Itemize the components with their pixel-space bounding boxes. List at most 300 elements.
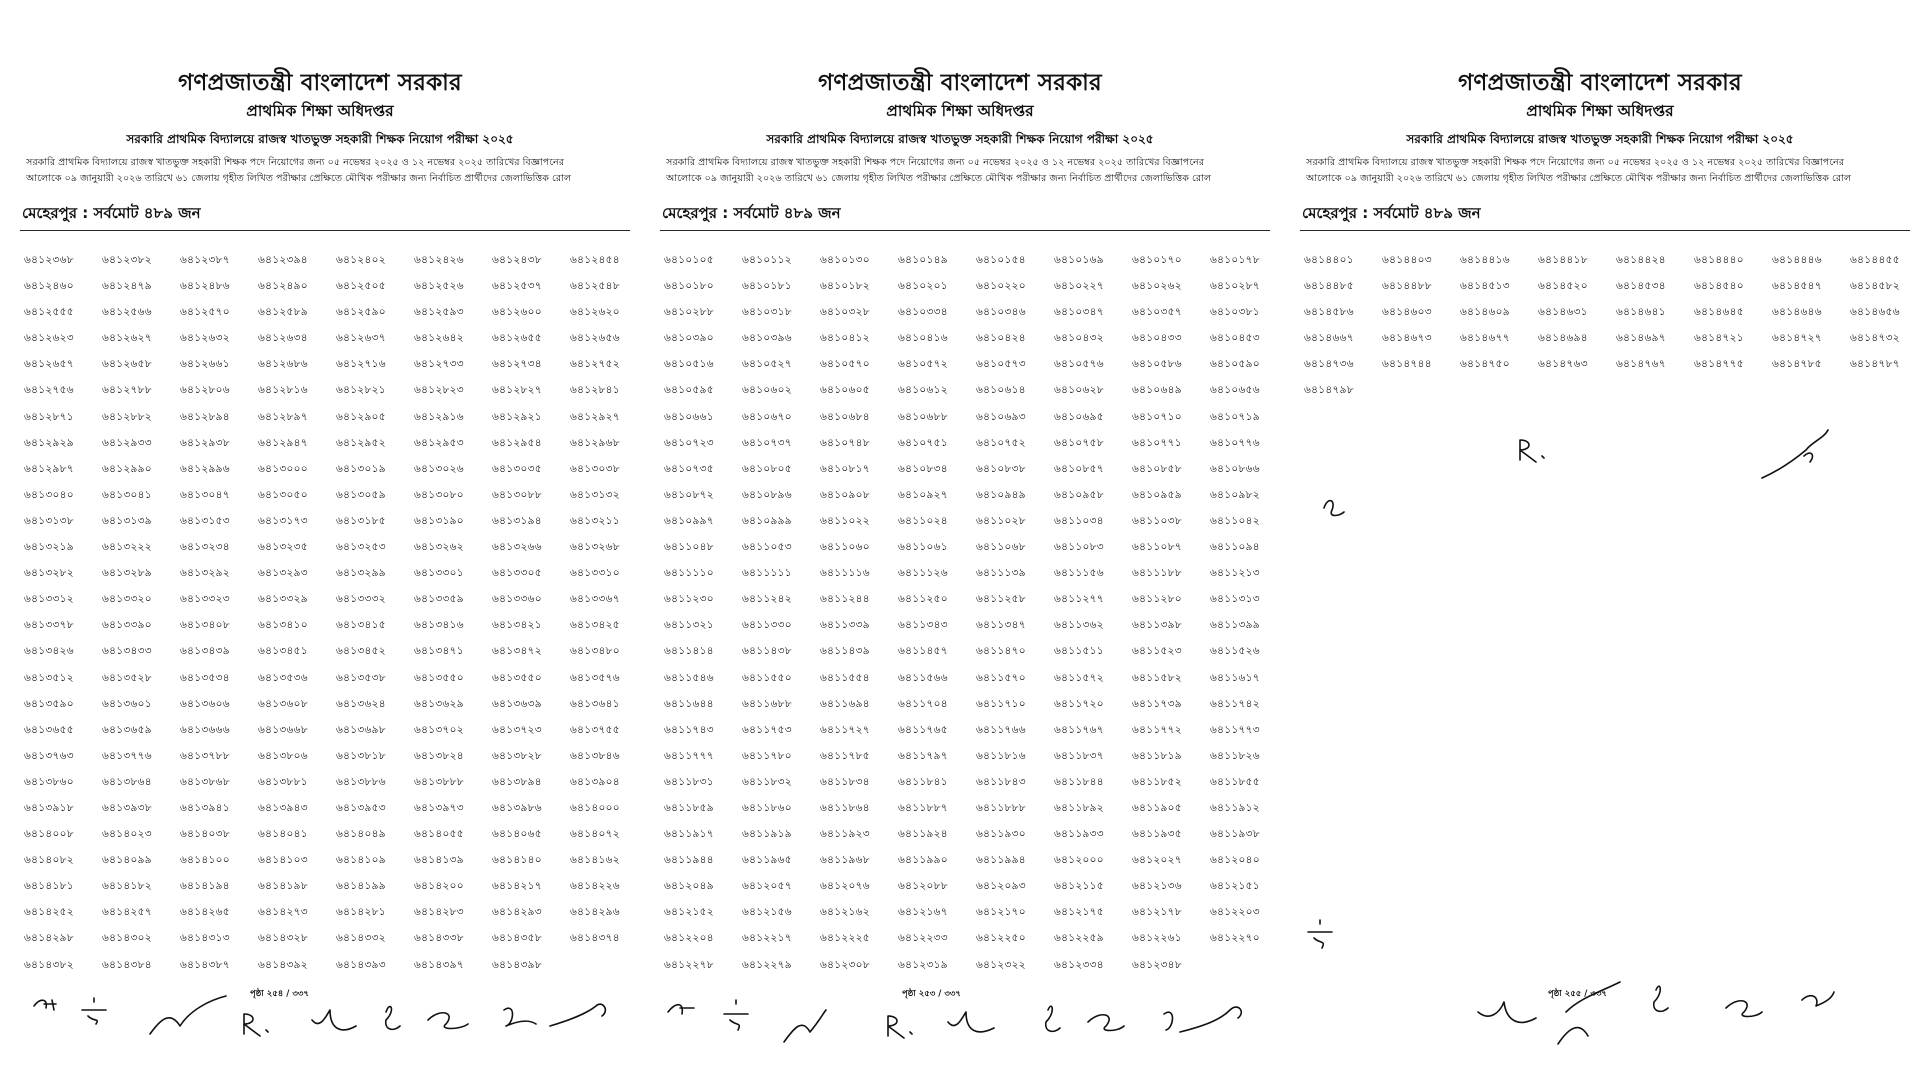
roll-number: ৬৪১১২৩০ — [664, 593, 714, 606]
roll-number: ৬৪১৪৩৮৪ — [102, 958, 152, 971]
roll-number: ৬৪১৩৩১০ — [570, 567, 620, 580]
roll-number: ৬৪১৪৩৯৭ — [414, 958, 464, 971]
roll-number: ৬৪১৩৮০৬ — [258, 749, 308, 762]
roll-number: ৬৪১৪১৩৯ — [414, 854, 464, 867]
roll-number: ৬৪১৩৩২৩ — [180, 593, 230, 606]
roll-number: ৬৪১১৪৩৮ — [742, 645, 792, 658]
roll-number: ৬৪১৪২৭৩ — [258, 906, 308, 919]
roll-number: ৬৪১৪৫৮৬ — [1304, 306, 1354, 319]
roll-number: ৬৪১৩১৩৯ — [102, 514, 152, 527]
roll-number: ৬৪১৪৪২৪ — [1616, 254, 1666, 266]
roll-number: ৬৪১২২০৪ — [664, 932, 714, 945]
roll-number: ৬৪১২৬২৩ — [24, 332, 74, 345]
signature-mark — [1520, 440, 1544, 462]
roll-number: ৬৪১০১৪৯ — [898, 254, 948, 266]
roll-number: ৬৪১১৫১১ — [1054, 645, 1104, 658]
roll-number: ৬৪১৪৪৪০ — [1694, 254, 1744, 266]
roll-number: ৬৪১১৮৬০ — [742, 801, 792, 814]
roll-number: ৬৪১৩৯০৪ — [570, 775, 620, 788]
roll-number: ৬৪১১৮৯২ — [1054, 801, 1104, 814]
roll-number: ৬৪১২৪৮৬ — [180, 280, 230, 293]
roll-number: ৬৪১০৬১৪ — [976, 384, 1026, 397]
roll-number: ৬৪১৪৭৬৩ — [1538, 358, 1588, 371]
roll-number: ৬৪১৩৪২৫ — [570, 619, 620, 632]
roll-number: ৬৪১১২৪৪ — [820, 593, 870, 606]
roll-number: ৬৪১১৮৫৫ — [1210, 775, 1260, 788]
roll-number: ৬৪১২৬৩২ — [180, 332, 230, 345]
roll-number: ৬৪১৪৪১৬ — [1460, 254, 1510, 266]
notice-line-2: আলোকে ০৯ জানুয়ারী ২০২৬ তারিখে ৬১ জেলায় গৃহীত লিখিত পরীক্ষার প্রেক্ষিতে মৌখিক পরীক্ষার জন্য নির্বাচিত প্রার্থীদের জেলাভিত্তিক রোল — [1306, 173, 1852, 184]
roll-number: ৬৪১২৮১৬ — [258, 384, 308, 397]
roll-number: ৬৪১৩১৯০ — [414, 514, 464, 527]
roll-number: ৬৪১০৩৯০ — [664, 332, 714, 345]
roll-number: ৬৪১২৬২৭ — [102, 332, 152, 345]
roll-number: ৬৪১০৯৯৯ — [742, 514, 792, 527]
roll-number: ৬৪১৪৭৩৬ — [1304, 358, 1354, 371]
roll-number: ৬৪১৩২২২ — [102, 541, 152, 554]
roll-number: ৬৪১০২২৭ — [1054, 280, 1104, 293]
roll-number: ৬৪১০৩২৮ — [820, 306, 870, 319]
signature-mark — [1726, 1001, 1762, 1017]
government-title: গণপ্রজাতন্ত্রী বাংলাদেশ সরকার — [818, 70, 1102, 96]
roll-number: ৬৪১৩৬৪১ — [570, 697, 620, 710]
roll-number: ৬৪১২০৯৩ — [976, 880, 1026, 893]
roll-number: ৬৪১৩৬৫৫ — [24, 723, 74, 736]
roll-number: ৬৪১১১১৬ — [820, 567, 870, 580]
signature-mark — [1046, 1006, 1060, 1031]
roll-number: ৬৪১২৯৪৭ — [258, 436, 308, 449]
roll-number: ৬৪১১৭৭৭ — [664, 749, 714, 762]
district-header: মেহেরপুর : সর্বমোট ৪৮৯ জন — [1302, 204, 1481, 222]
roll-number: ৬৪১১৭২৭ — [820, 723, 870, 736]
roll-number: ৬৪১৪৬৩১ — [1538, 306, 1588, 319]
roll-number: ৬৪১৪১৯৯ — [336, 880, 386, 893]
roll-number: ৬৪১৩৭৭৬ — [102, 749, 152, 762]
roll-number: ৬৪১৩৪৩৩ — [102, 645, 152, 658]
roll-number: ৬৪১২৪৫৪ — [570, 254, 620, 266]
roll-number: ৬৪১০৪৩৩ — [1132, 332, 1182, 345]
roll-number: ৬৪১৪৫৩৪ — [1616, 280, 1666, 293]
notice-text — [26, 155, 626, 187]
department-title: প্রাথমিক শিক্ষা অধিদপ্তর — [886, 102, 1034, 120]
roll-number: ৬৪১২৩৮২ — [102, 254, 152, 266]
roll-number: ৬৪১৪৫৪০ — [1694, 280, 1744, 293]
roll-number: ৬৪১০৫২৭ — [742, 358, 792, 371]
roll-number: ৬৪১৩৩০৫ — [492, 567, 542, 580]
roll-number: ৬৪১১০৮৭ — [1132, 541, 1182, 554]
signature-mark — [888, 1016, 912, 1038]
roll-number: ৬৪১৪১০৯ — [336, 854, 386, 867]
roll-number: ৬৪১২৯২৭ — [570, 410, 620, 423]
roll-number: ৬৪১৪৭৭৫ — [1694, 358, 1744, 371]
signature-row — [1470, 972, 1910, 1052]
roll-number: ৬৪১৪০৬৫ — [492, 828, 542, 841]
roll-number: ৬৪১০৭৭৬ — [1210, 436, 1260, 449]
roll-number: ৬৪১৪৩২৮ — [258, 932, 308, 945]
roll-number: ৬৪১০৪১২ — [820, 332, 870, 345]
roll-number: ৬৪১২২৩৩ — [898, 932, 948, 945]
roll-number: ৬৪১২৯৩৩ — [102, 436, 152, 449]
roll-number: ৬৪১৪৩৮২ — [24, 958, 74, 971]
roll-number: ৬৪১৪০৩৮ — [180, 828, 230, 841]
roll-number: ৬৪১১৮৫৯ — [664, 801, 714, 814]
roll-number: ৬৪১৪০৪৯ — [336, 828, 386, 841]
roll-number: ৬৪১২৭৫২ — [570, 358, 620, 371]
roll-number: ৬৪১৩৯৩৮ — [102, 801, 152, 814]
roll-number: ৬৪১১৬৮৮ — [742, 697, 792, 710]
roll-number: ৬৪১২৩১৯ — [898, 958, 948, 971]
roll-number: ৬৪১৩১৫৩ — [180, 514, 230, 527]
roll-number: ৬৪১১৩৯৮ — [1132, 619, 1182, 632]
roll-number: ৬৪১১৩৬২ — [1054, 619, 1104, 632]
roll-number: ৬৪১৪২৯৮ — [24, 932, 74, 945]
roll-number: ৬৪১২৪২৬ — [414, 254, 464, 266]
roll-number: ৬৪১৩৬৬৬ — [180, 723, 230, 736]
district-header: মেহেরপুর : সর্বমোট ৪৮৯ জন — [662, 204, 841, 222]
roll-number: ৬৪১২০০০ — [1054, 854, 1104, 867]
roll-number: ৬৪১৪২০০ — [414, 880, 464, 893]
roll-number: ৬৪১০৬৫৬ — [1210, 384, 1260, 397]
roll-number: ৬৪১৩৩৯০ — [102, 619, 152, 632]
roll-number: ৬৪১২০৮৮ — [898, 880, 948, 893]
roll-number: ৬৪১২৫২৬ — [414, 280, 464, 293]
roll-number: ৬৪১০৯৯৭ — [664, 514, 714, 527]
signature-mark — [82, 998, 106, 1024]
roll-number: ৬৪১০৯৮২ — [1210, 488, 1260, 501]
roll-number: ৬৪১৩২৬২ — [414, 541, 464, 554]
roll-number: ৬৪১৩২৮৯ — [102, 567, 152, 580]
roll-number: ৬৪১২১৫২ — [664, 906, 714, 919]
roll-number: ৬৪১৪৬৬৭ — [1304, 332, 1354, 345]
roll-number: ৬৪১৪৬৪৬ — [1772, 306, 1822, 319]
roll-number: ৬৪১১৮১৬ — [976, 749, 1026, 762]
roll-number: ৬৪১১৫৪৬ — [664, 671, 714, 684]
roll-number: ৬৪১১৯৬৮ — [820, 854, 870, 867]
roll-number: ৬৪১৪৭৫০ — [1460, 358, 1510, 371]
roll-number: ৬৪১১৮৪১ — [898, 775, 948, 788]
roll-number: ৬৪১৩৬০১ — [102, 697, 152, 710]
roll-number: ৬৪১২৯১৬ — [414, 410, 464, 423]
roll-number: ৬৪১৪০০০ — [570, 801, 620, 814]
roll-number: ৬৪১২৬৬১ — [180, 358, 230, 371]
roll-number: ৬৪১৩৬৫৯ — [102, 723, 152, 736]
roll-number: ৬৪১১৯৪৪ — [664, 854, 714, 867]
roll-number: ৬৪১২৫৪৮ — [570, 280, 620, 293]
roll-number: ৬৪১২৭১৬ — [336, 358, 386, 371]
roll-number: ৬৪১০৮০৫ — [742, 462, 792, 475]
roll-number: ৬৪১৩২৯৩ — [258, 567, 308, 580]
roll-number: ৬৪১০৮৯৬ — [742, 488, 792, 501]
roll-number: ৬৪১২৬৫৭ — [24, 358, 74, 371]
roll-number: ৬৪১৪২১৭ — [492, 880, 542, 893]
roll-number: ৬৪১৪৬৪১ — [1616, 306, 1666, 319]
roll-number: ৬৪১১১৮৮ — [1132, 567, 1182, 580]
roll-number: ৬৪১১৪৩৯ — [820, 645, 870, 658]
roll-number: ৬৪১২৯৫৩ — [414, 436, 464, 449]
roll-number: ৬৪১১২১৩ — [1210, 567, 1260, 580]
roll-number: ৬৪১৩৬৬৮ — [258, 723, 308, 736]
roll-number: ৬৪১৪৪১৮ — [1538, 254, 1588, 266]
roll-number: ৬৪১৪৫৪৭ — [1772, 280, 1822, 293]
roll-number: ৬৪১০৭২৩ — [664, 436, 714, 449]
exam-title: সরকারি প্রাথমিক বিদ্যালয়ে রাজস্ব খাতভুক্ত সহকারী শিক্ষক নিয়োগ পরীক্ষা ২০২৫ — [126, 132, 514, 146]
signature-area — [1280, 420, 1920, 980]
roll-number: ৬৪১৪৩৮৭ — [180, 958, 230, 971]
roll-number: ৬৪১৩৬২৪ — [336, 697, 386, 710]
roll-number: ৬৪১২৩২২ — [976, 958, 1026, 971]
roll-number: ৬৪১০৮৭২ — [664, 488, 714, 501]
header-divider — [20, 230, 630, 231]
roll-number: ৬৪১৩৪৫২ — [336, 645, 386, 658]
roll-number: ৬৪১২৮৯৭ — [258, 410, 308, 423]
roll-number: ৬৪১৪৪০৩ — [1382, 254, 1432, 266]
signature-mark — [312, 1010, 356, 1030]
roll-number: ৬৪১০৭১৯ — [1210, 410, 1260, 423]
roll-number: ৬৪১১৮৩২ — [742, 775, 792, 788]
roll-number: ৬৪১১৭৮৫ — [820, 749, 870, 762]
roll-number: ৬৪১৪৬৫৬ — [1850, 306, 1900, 319]
roll-number: ৬৪১১৮৮৮ — [976, 801, 1026, 814]
roll-number: ৬৪১৩১৯৪ — [492, 514, 542, 527]
notice-text — [666, 155, 1266, 187]
page-number: পৃষ্ঠা ২৫৪ / ৩৩৭ — [250, 989, 309, 999]
roll-number: ৬৪১২১৫৬ — [742, 906, 792, 919]
roll-number: ৬৪১৩০৪৭ — [180, 488, 230, 501]
roll-number: ৬৪১১৭৪৩ — [664, 723, 714, 736]
roll-number: ৬৪১৩৭৬৩ — [24, 749, 74, 762]
roll-number: ৬৪১১০৬১ — [898, 541, 948, 554]
roll-number: ৬৪১১৭১০ — [976, 697, 1026, 710]
roll-number: ৬৪১১০২২ — [820, 514, 870, 527]
roll-number: ৬৪১২৬০০ — [492, 306, 542, 319]
roll-number: ৬৪১৪৩১৩ — [180, 932, 230, 945]
roll-number: ৬৪১৪৩৩২ — [336, 932, 386, 945]
roll-number: ৬৪১২৬২০ — [570, 306, 620, 319]
roll-number: ৬৪১২১৬২ — [820, 906, 870, 919]
roll-number: ৬৪১২৯৮৭ — [24, 462, 74, 475]
roll-number: ৬৪১০৫৭৬ — [1054, 358, 1104, 371]
roll-number: ৬৪১০৭৫১ — [898, 436, 948, 449]
roll-number: ৬৪১২০৭৬ — [820, 880, 870, 893]
roll-number: ৬৪১৩৫৩৮ — [336, 671, 386, 684]
roll-number: ৬৪১৩০৩৮ — [570, 462, 620, 475]
roll-number: ৬৪১১৬১৭ — [1210, 671, 1260, 684]
signature-mark — [150, 996, 226, 1034]
roll-number: ৬৪১০৬৯৫ — [1054, 410, 1104, 423]
roll-number: ৬৪১১৭৬৫ — [898, 723, 948, 736]
roll-number: ৬৪১৩৭৫৫ — [570, 723, 620, 736]
roll-number: ৬৪১৩২৩৪ — [180, 541, 230, 554]
roll-number: ৬৪১২৩৪৮ — [1132, 958, 1182, 971]
government-title: গণপ্রজাতন্ত্রী বাংলাদেশ সরকার — [178, 70, 462, 96]
roll-number: ৬৪১৪১৯৮ — [258, 880, 308, 893]
roll-number: ৬৪১০৭৪৮ — [820, 436, 870, 449]
roll-number: ৬৪১০৫৮৬ — [1132, 358, 1182, 371]
roll-number: ৬৪১৪১৮২ — [102, 880, 152, 893]
roll-number: ৬৪১৩০৮৮ — [492, 488, 542, 501]
roll-number: ৬৪১৪৭৮৫ — [1772, 358, 1822, 371]
roll-number: ৬৪১৩৪২১ — [492, 619, 542, 632]
roll-number: ৬৪১৪৭৬৭ — [1616, 358, 1666, 371]
roll-number: ৬৪১১৩৪৩ — [898, 619, 948, 632]
signature-mark — [34, 1000, 56, 1010]
district-header: মেহেরপুর : সর্বমোট ৪৮৯ জন — [22, 204, 201, 222]
roll-number: ৬৪১০২৮৮ — [664, 306, 714, 319]
roll-number: ৬৪১১৮৩১ — [664, 775, 714, 788]
roll-number: ৬৪১৩০৮০ — [414, 488, 464, 501]
roll-number: ৬৪১২৮২৭ — [492, 384, 542, 397]
signature-mark — [1164, 1007, 1241, 1032]
roll-number: ৬৪১০৯৫৯ — [1132, 488, 1182, 501]
roll-number: ৬৪১৩৮১৮ — [336, 749, 386, 762]
roll-number: ৬৪১৪৩০২ — [102, 932, 152, 945]
roll-number: ৬৪১৩১৩৮ — [24, 514, 74, 527]
roll-number: ৬৪১২৮৮২ — [102, 410, 152, 423]
roll-number: ৬৪১৩৮৬৮ — [180, 775, 230, 788]
roll-number: ৬৪১৪৫১৩ — [1460, 280, 1510, 293]
roll-number: ৬৪১১৯৯৪ — [976, 854, 1026, 867]
roll-number: ৬৪১২৩০৮ — [820, 958, 870, 971]
signature-mark — [1762, 430, 1828, 478]
roll-number: ৬৪১৩৫২৮ — [102, 671, 152, 684]
roll-number: ৬৪১১০৯৪ — [1210, 541, 1260, 554]
roll-number: ৬৪১৪১০৩ — [258, 854, 308, 867]
roll-number: ৬৪১১৭৯৭ — [898, 749, 948, 762]
exam-title: সরকারি প্রাথমিক বিদ্যালয়ে রাজস্ব খাতভুক্ত সহকারী শিক্ষক নিয়োগ পরীক্ষা ২০২৫ — [1406, 132, 1794, 146]
roll-number: ৬৪১৩৫৩৬ — [258, 671, 308, 684]
roll-number: ৬৪১৪১৬২ — [570, 854, 620, 867]
roll-number: ৬৪১০১১২ — [742, 254, 792, 266]
roll-number: ৬৪১৩৯৮৬ — [492, 801, 542, 814]
roll-number: ৬৪১৪৬৪৫ — [1694, 306, 1744, 319]
roll-number: ৬৪১৪৭৯৮ — [1304, 384, 1354, 397]
roll-number: ৬৪১২৫০৫ — [336, 280, 386, 293]
roll-number: ৬৪১২৭৩৪ — [492, 358, 542, 371]
roll-number: ৬৪১৩৩৭৮ — [24, 619, 74, 632]
roll-number: ৬৪১১৩১৩ — [1210, 593, 1260, 606]
roll-number: ৬৪১৩৮৮৬ — [336, 775, 386, 788]
roll-number: ৬৪১২৪৩৮ — [492, 254, 542, 266]
roll-number: ৬৪১৪৩৩৮ — [414, 932, 464, 945]
roll-number: ৬৪১৩২৯২ — [180, 567, 230, 580]
roll-number: ৬৪১০১৭০ — [1132, 254, 1182, 266]
roll-number: ৬৪১০৩৮১ — [1210, 306, 1260, 319]
roll-number: ৬৪১৪২৬৫ — [180, 906, 230, 919]
roll-number: ৬৪১৩৮৮৮ — [414, 775, 464, 788]
roll-number: ৬৪১১২৫০ — [898, 593, 948, 606]
roll-number: ৬৪১২০৫৭ — [742, 880, 792, 893]
roll-number: ৬৪১১৯১২ — [1210, 801, 1260, 814]
roll-number: ৬৪১১২৭৭ — [1054, 593, 1104, 606]
roll-number: ৬৪১০১৮১ — [742, 280, 792, 293]
roll-number: ৬৪১৩৪৮০ — [570, 645, 620, 658]
roll-number: ৬৪১৪৬৭৭ — [1460, 332, 1510, 345]
roll-number: ৬৪১৪৪৫৫ — [1850, 254, 1900, 266]
roll-number: ৬৪১১৭৬৬ — [976, 723, 1026, 736]
roll-number: ৬৪১২৩৬৮ — [24, 254, 74, 266]
roll-number: ৬৪১৪৩৭৪ — [570, 932, 620, 945]
roll-number: ৬৪১০৮৫৭ — [1054, 462, 1104, 475]
roll-number: ৬৪১১৮১৯ — [1132, 749, 1182, 762]
page-number: পৃষ্ঠা ২৫৩ / ৩৩৭ — [902, 989, 961, 999]
roll-number: ৬৪১১০২৮ — [976, 514, 1026, 527]
roll-number: ৬৪১৩৪৩৯ — [180, 645, 230, 658]
roll-number: ৬৪১২৬৪২ — [414, 332, 464, 345]
header-divider — [1300, 230, 1910, 231]
roll-number: ৬৪১১৭৭৩ — [1210, 723, 1260, 736]
signature-mark — [1324, 501, 1344, 516]
roll-number: ৬৪১৩৫৭৬ — [570, 671, 620, 684]
roll-number: ৬৪১০৭১০ — [1132, 410, 1182, 423]
roll-number: ৬৪১৪৩৯২ — [258, 958, 308, 971]
roll-number: ৬৪১৪৭৩২ — [1850, 332, 1900, 345]
roll-number: ৬৪১০১৮০ — [664, 280, 714, 293]
roll-number: ৬৪১২৮৭১ — [24, 410, 74, 423]
roll-number: ৬৪১০১৬৯ — [1054, 254, 1104, 266]
roll-number: ৬৪১৩৩০১ — [414, 567, 464, 580]
roll-number: ৬৪১১৩৩০ — [742, 619, 792, 632]
roll-number: ৬৪১১৯১৭ — [664, 828, 714, 841]
roll-number: ৬৪১২৯৯০ — [102, 462, 152, 475]
signature-mark — [668, 1005, 694, 1014]
roll-number: ৬৪১১৫৭২ — [1054, 671, 1104, 684]
roll-number: ৬৪১২২৭৮ — [664, 958, 714, 971]
signature-mark — [1088, 1015, 1124, 1031]
roll-number: ৬৪১০১৭৮ — [1210, 254, 1260, 266]
roll-number: ৬৪১৪০৭২ — [570, 828, 620, 841]
roll-number: ৬৪১৪৬০৯ — [1460, 306, 1510, 319]
roll-number: ৬৪১৪১৮১ — [24, 880, 74, 893]
roll-number: ৬৪১৩৩৬০ — [492, 593, 542, 606]
roll-number: ৬৪১৩২৫৩ — [336, 541, 386, 554]
roll-number: ৬৪১২৫৯০ — [336, 306, 386, 319]
roll-number: ৬৪১৩৬৯৮ — [336, 723, 386, 736]
roll-grid — [1304, 253, 1904, 410]
roll-number: ৬৪১২২৭০ — [1210, 932, 1260, 945]
roll-number: ৬৪১৪২৫২ — [24, 906, 74, 919]
roll-number: ৬৪১০৬০৫ — [820, 384, 870, 397]
roll-number: ৬৪১২৬৫৫ — [492, 332, 542, 345]
roll-number: ৬৪১৪৩৯৮ — [492, 958, 542, 971]
roll-number: ৬৪১০১৫৪ — [976, 254, 1026, 266]
roll-number: ৬৪১০৮১৭ — [820, 462, 870, 475]
roll-number: ৬৪১২২৬১ — [1132, 932, 1182, 945]
roll-number: ৬৪১০৩৫৭ — [1132, 306, 1182, 319]
roll-number: ৬৪১৩৯১৮ — [24, 801, 74, 814]
roll-number: ৬৪১৩১৩২ — [570, 488, 620, 501]
roll-number: ৬৪১৩৮৪৬ — [570, 749, 620, 762]
roll-number: ৬৪১১৯৩৫ — [1132, 828, 1182, 841]
roll-number: ৬৪১০৭৩৫ — [664, 462, 714, 475]
roll-number: ৬৪১৪৭৮৭ — [1850, 358, 1900, 371]
notice-line-1: সরকারি প্রাথমিক বিদ্যালয়ে রাজস্ব খাতভুক্ত সহকারী শিক্ষক পদে নিয়োগের জন্য ০৫ নভেম্বর ২০২৫ ও ১২ নভেম্বর ২০২৫ তারিখের বিজ্ঞাপনের — [666, 157, 1205, 168]
roll-number: ৬৪১৩৭৮৮ — [180, 749, 230, 762]
roll-number: ৬৪১৪৬৭৩ — [1382, 332, 1432, 345]
roll-number: ৬৪১২২২৫ — [820, 932, 870, 945]
roll-number: ৬৪১২৪৭৯ — [102, 280, 152, 293]
roll-number: ৬৪১১৯২৩ — [820, 828, 870, 841]
roll-number: ৬৪১১৭৫৩ — [742, 723, 792, 736]
roll-number: ৬৪১৩৮৯৪ — [492, 775, 542, 788]
roll-number: ৬৪১১৮৪৩ — [976, 775, 1026, 788]
roll-number: ৬৪১৩৮২৮ — [492, 749, 542, 762]
roll-number: ৬৪১১৩৪৭ — [976, 619, 1026, 632]
roll-number: ৬৪১১৭৩৯ — [1132, 697, 1182, 710]
roll-number: ৬৪১৩২৮২ — [24, 567, 74, 580]
roll-number: ৬৪১২৪৯০ — [258, 280, 308, 293]
roll-number: ৬৪১২৭৮৮ — [102, 384, 152, 397]
roll-number: ৬৪১২০২৭ — [1132, 854, 1182, 867]
